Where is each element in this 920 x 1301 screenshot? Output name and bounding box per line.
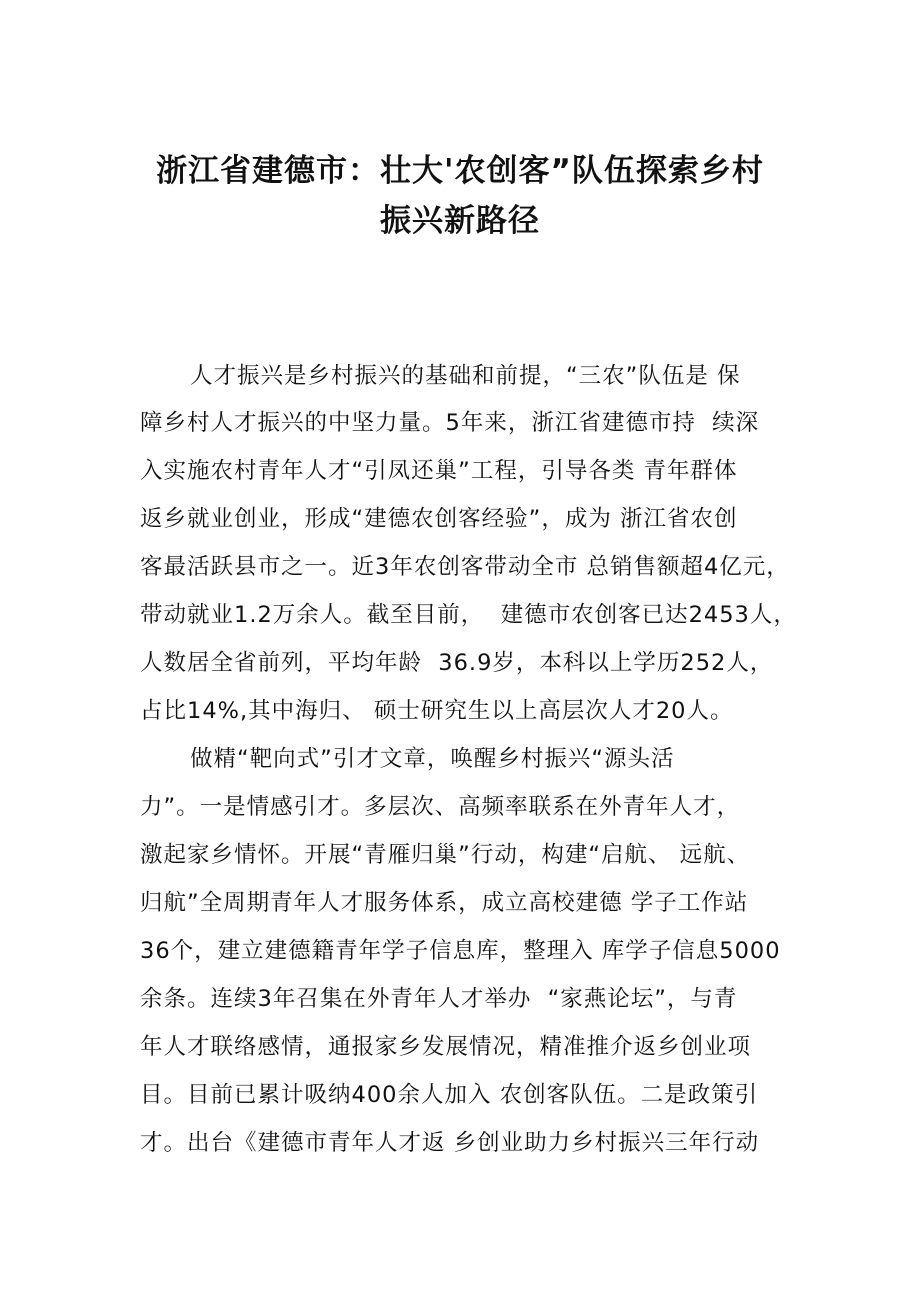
document-title-line-2: 振兴新路径 — [380, 203, 540, 239]
paragraph-2-line-8: 目。目前已累计吸纳400余人加入 农创客队伍。二是政策引 — [140, 1082, 759, 1108]
paragraph-2-line-9: 才。出台《建德市青年人才返 乡创业助力乡村振兴三年行动 — [140, 1130, 760, 1156]
paragraph-2-line-4: 归航”全周期青年人才服务体系，成立高校建德 学子工作站 — [140, 890, 749, 916]
paragraph-2-line-5: 36个，建立建德籍青年学子信息库，整理入 库学子信息5000 — [140, 938, 781, 964]
paragraph-1-line-8: 占比14%,其中海归、 硕士研究生以上高层次人才20人。 — [140, 698, 734, 724]
paragraph-2-line-3: 激起家乡情怀。开展“青雁归巢”行动，构建“启航、 远航、 — [140, 842, 751, 868]
paragraph-2-line-7: 年人才联络感情，通报家乡发展情况，精准推介返乡创业项 — [140, 1034, 752, 1060]
document-title-line-1: 浙江省建德市：壮大'农创客”队伍探索乡村 — [156, 153, 764, 189]
paragraph-1-line-7: 人数居全省前列，平均年龄 36.9岁，本科以上学历252人， — [140, 650, 774, 676]
paragraph-1-line-3: 入实施农村青年人才“引凤还巢”工程，引导各类 青年群体 — [140, 458, 738, 484]
paragraph-1-line-5: 客最活跃县市之一。近3年农创客带动全市 总销售额超4亿元， — [140, 554, 790, 580]
paragraph-2-line-6: 余条。连续3年召集在外青年人才举办 “家燕论坛”，与青 — [140, 986, 738, 1012]
paragraph-1-line-4: 返乡就业创业，形成“建德农创客经验”，成为 浙江省农创 — [140, 506, 738, 532]
paragraph-1-line-2: 障乡村人才振兴的中坚力量。5年来，浙江省建德市持 续深 — [140, 410, 760, 436]
paragraph-2-line-2: 力”。一是情感引才。多层次、高频率联系在外青年人才， — [140, 794, 741, 820]
paragraph-1-line-1: 人才振兴是乡村振兴的基础和前提，“三农”队伍是 保 — [190, 363, 741, 389]
paragraph-1-line-6: 带动就业1.2万余人。截至目前， 建德市农创客已达2453人， — [140, 602, 797, 628]
paragraph-2-line-1: 做精“靶向式”引才文章，唤醒乡村振兴“源头活 — [190, 746, 675, 772]
